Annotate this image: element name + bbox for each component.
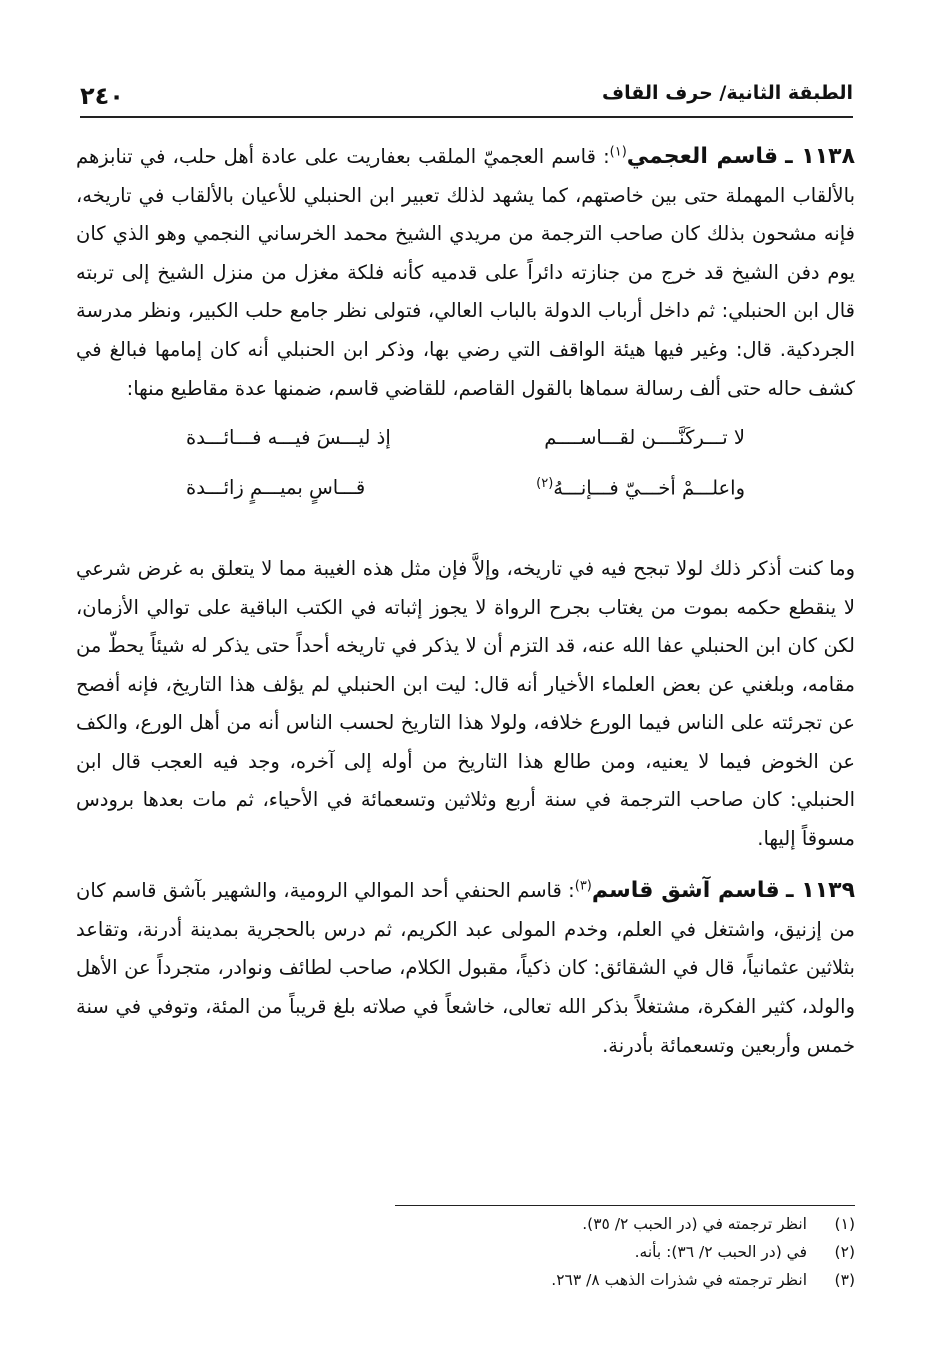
entry-name: قاسم العجمي: [626, 144, 779, 169]
paragraph-gap: [76, 858, 855, 872]
poem-first-hemistich: [466, 476, 746, 526]
entry-text: : قاسم العجميّ الملقب بعفاريت على عادة أهل حلب، في تنابزهم بالألقاب المهملة حتى بين خاصتهم، كما يشهد لذلك تعبير ابن الحنبلي للأعيان بالألقاب في تاريخه، فإنه مشحون بذلك كان صاحب الترجمة من مريدي الشيخ محمد الخرساني النجمي وهو الذي كان يوم دفن الشيخ قد خرج من جنازته دائراً على قدميه كأنه فلكة مغزل من منزل الشيخ إلى تربته قال ابن الحنبلي: ثم داخل أرباب الدولة بالباب العالي، فتولى نظر جامع حلب الكبير، ونظر مدرسة الجردكية. قال: وغير فيها هيئة الواقف التي رضي بها، وذكر ابن الحنبلي أنه كان إمامها فبالغ في كشف حاله حتى ألف رسالة سماها بالقول القاصم، للقاضي قاسم، ضمنها عدة مقاطيع منها:: [76, 145, 855, 400]
entry-1138: [76, 138, 855, 408]
page-number: ٢٤٠: [80, 82, 124, 110]
page-header: [80, 82, 853, 118]
footnote-text: انظر ترجمته في شذرات الذهب ٨/ ٢٦٣.: [551, 1271, 807, 1289]
poem-second-hemistich: قـــاسٍ بميـــمٍ زائـــدة: [186, 476, 366, 500]
footnote-number: (١): [834, 1215, 855, 1233]
entry-text: : قاسم الحنفي أحد الموالي الرومية، والشهير بآشق قاسم كان من إزنيق، واشتغل في العلم، وخدم المولى عبد الكريم، ثم درس بالحجرية بمدينة أدرنة، وتقاعد بثلاثين عثمانياً، قال في الشقائق: كان ذكياً، مقبول الكلام، صاحب لطائف ونوادر، متجرداً عن الأهل والولد، كثير الفكرة، مشتغلاً بذكر الله تعالى، خاشعاً في صلاته بلغ قريباً من المئة، وتوفي في سنة خمس وأربعين وتسعمائة بأدرنة.: [76, 879, 855, 1057]
poem-line: [76, 426, 855, 476]
footnote-number: (٢): [834, 1243, 855, 1261]
paragraph-after-poem: وما كنت أذكر ذلك لولا تبجح فيه في تاريخه، وإلاَّ فإن مثل هذه الغيبة مما لا يتعلق به غرض شرعي لا ينقطع حكمه بموت من يغتاب بجرح الرواة لا يجوز إثباته في الكتب الباقية على توالي الأزمان، لكن كان ابن الحنبلي عفا الله عنه، قد التزم أن لا يذكر في تاريخه أحداً حتى يذكر له شيئاً يحطّ من مقامه، وبلغني عن بعض العلماء الأخيار أنه قال: ليت ابن الحنبلي لم يؤلف هذا التاريخ، فإنه أفصح عن تجرئته على الناس فيما الورع خلافه، ولولا هذا التاريخ لحسب الناس أنه من أهل الورع، والكف عن الخوض فيما لا يعنيه، ومن طالع هذا التاريخ من أوله إلى آخره، وجد فيه العجب قال ابن الحنبلي: كان صاحب الترجمة في سنة أربع وثلاثين وتسعمائة في الأحياء، ثم مات بعدها برودس مسوقاً إليها.: [76, 557, 855, 850]
page-body: [76, 138, 855, 1065]
footnote: [395, 1238, 855, 1266]
entry-number: ١١٣٨ ـ: [785, 144, 855, 169]
poem-first-hemistich-text: واعلـــمْ أخـــيّ فـــإنـــهُ: [553, 476, 745, 500]
poem: [76, 426, 855, 526]
poem-first-hemistich: لا تـــركَنَّــــن لقـــاســــم: [544, 426, 745, 450]
poem-second-hemistich: إذ ليـــسَ فيـــه فـــائـــدة: [186, 426, 391, 450]
footnote-text: انظر ترجمته في (در الحبب ٢/ ٣٥).: [582, 1215, 807, 1233]
entry-number: ١١٣٩ ـ: [785, 878, 856, 904]
footnote-ref[interactable]: (٢): [536, 476, 554, 492]
poem-line: [76, 476, 855, 526]
footnote-ref[interactable]: (٣): [574, 878, 592, 894]
running-title: الطبقة الثانية/ حرف القاف: [602, 82, 853, 104]
footnote-ref[interactable]: (١): [609, 144, 627, 160]
entry-1139: [76, 872, 855, 1065]
entry-name: قاسم آشق قاسم: [591, 878, 780, 904]
footnote: [395, 1266, 855, 1294]
footnote: [395, 1210, 855, 1238]
footnote-text: في (در الحبب ٢/ ٣٦): بأنه.: [634, 1243, 807, 1261]
footnotes: [395, 1205, 855, 1294]
footnote-number: (٣): [834, 1271, 855, 1289]
